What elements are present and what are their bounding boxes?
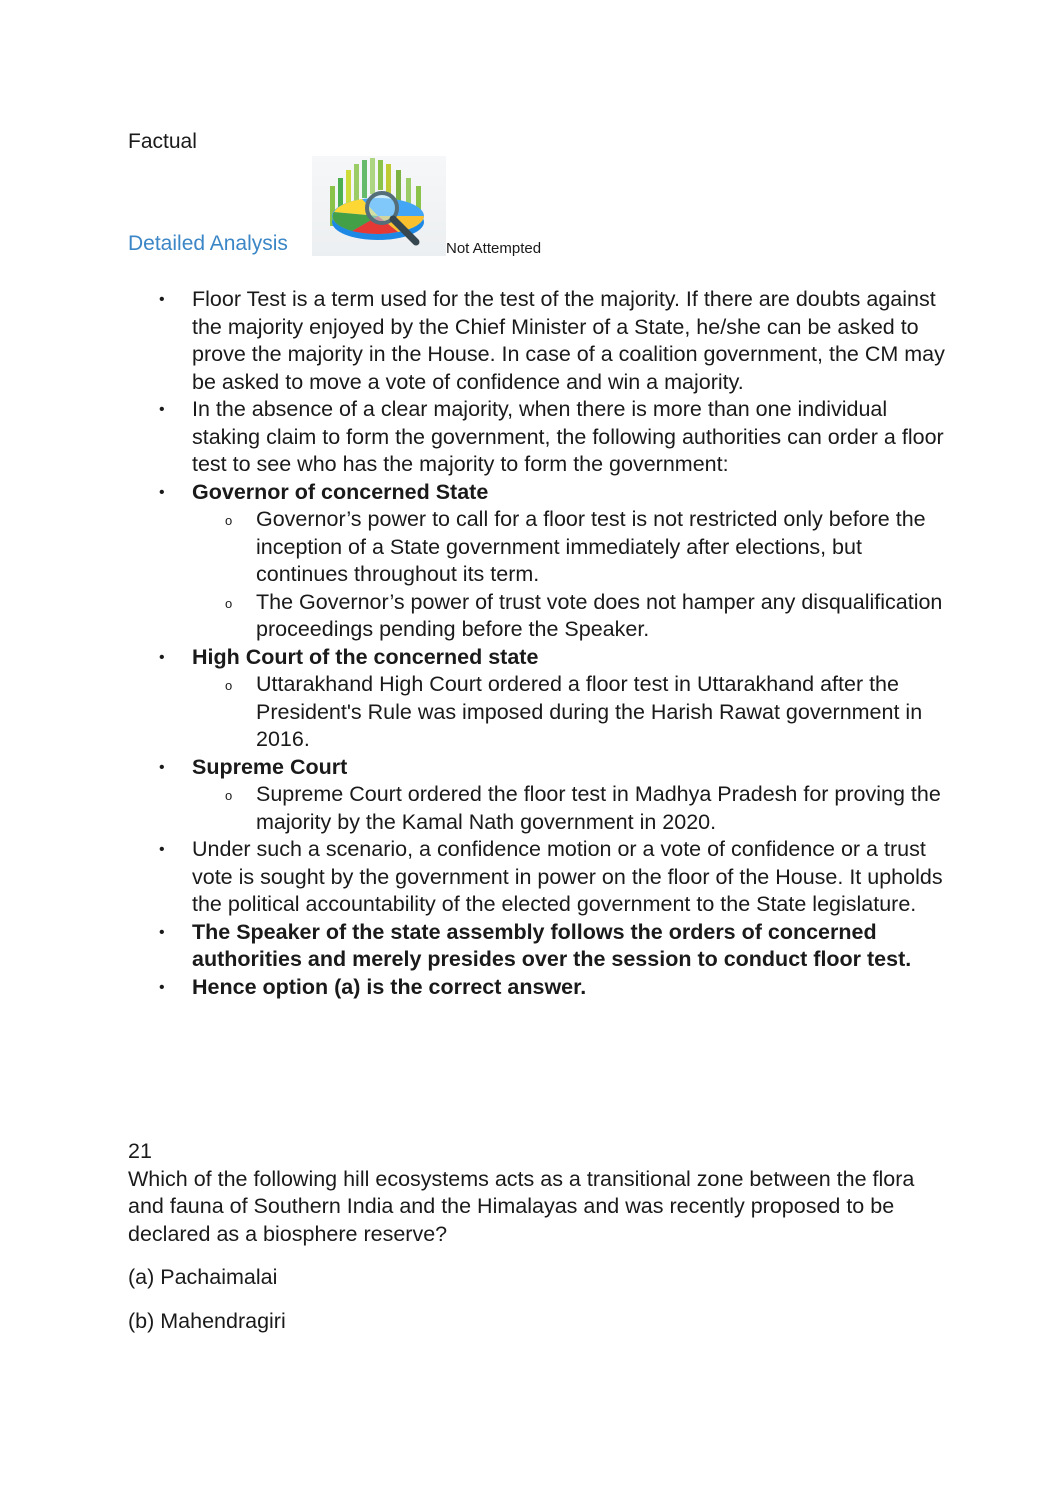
bullet-text: Hence option (a) is the correct answer.: [192, 974, 587, 999]
bullet-item: [128, 919, 948, 974]
sub-bullet-marker: o: [225, 678, 233, 693]
answer-option[interactable]: (a) Pachaimalai: [128, 1265, 278, 1289]
chart-magnifier-icon: [312, 156, 446, 256]
sub-bullet-list: [192, 506, 948, 644]
sub-bullet-item: [192, 781, 948, 836]
question-text: Which of the following hill ecosystems acts as a transitional zone between the flora and fauna of Southern India and the Himalayas and was recently proposed to be declared as a biosphere reserve?: [128, 1166, 915, 1246]
bullet-item: [128, 836, 948, 919]
sub-bullet-marker: o: [225, 513, 233, 528]
bullet-item: [128, 396, 948, 479]
explanation-bullet-list: [128, 286, 948, 1001]
bullet-marker: •: [159, 841, 165, 858]
bullet-text: In the absence of a clear majority, when there is more than one individual staking claim to form the government, the following authorities can order a floor test to see who has the majority to form the government:: [192, 397, 944, 476]
bullet-text: Under such a scenario, a confidence motion or a vote of confidence or a trust vote is sought by the government in power on the floor of the House. It upholds the political accountability of the elected government to the State legislature.: [192, 837, 943, 916]
bullet-text: Governor of concerned State: [192, 479, 489, 504]
sub-bullet-list: [192, 781, 948, 836]
question-number: 21: [128, 1139, 152, 1163]
bullet-item: [128, 754, 948, 837]
sub-bullet-text: Uttarakhand High Court ordered a floor test in Uttarakhand after the President's Rule was imposed during the Harish Rawat government in 2016.: [256, 672, 923, 751]
sub-bullet-text: The Governor’s power of trust vote does not hamper any disqualification proceedings pending before the Speaker.: [256, 589, 943, 641]
sub-bullet-marker: o: [225, 788, 233, 803]
sub-bullet-item: [192, 506, 948, 589]
question-category: Factual: [128, 130, 197, 153]
sub-bullet-text: Supreme Court ordered the floor test in Madhya Pradesh for proving the majority by the Kamal Nath government in 2020.: [256, 782, 941, 834]
attempt-status: Not Attempted: [446, 240, 542, 257]
explanation-body: [128, 286, 948, 1001]
detailed-analysis-heading: Detailed Analysis: [128, 232, 288, 255]
bullet-marker: •: [159, 483, 165, 501]
bullet-item: [128, 479, 948, 644]
analysis-header: [128, 154, 728, 258]
bullet-text: The Speaker of the state assembly follows the orders of concerned authorities and merely presides over the session to conduct floor test.: [192, 919, 912, 971]
bullet-item: [128, 974, 948, 1002]
bullet-marker: •: [159, 758, 165, 776]
sub-bullet-text: Governor’s power to call for a floor test is not restricted only before the inception of a State government immediately after elections, but continues throughout its term.: [256, 507, 926, 586]
bullet-marker: •: [159, 401, 165, 418]
bullet-item: [128, 644, 948, 754]
bullet-marker: •: [159, 648, 165, 666]
bullet-marker: •: [159, 291, 165, 308]
bullet-marker: •: [159, 978, 165, 996]
bullet-marker: •: [159, 923, 165, 941]
sub-bullet-item: [192, 589, 948, 644]
question-block: [128, 1138, 928, 1335]
sub-bullet-marker: o: [225, 595, 233, 611]
answer-options: [128, 1264, 928, 1335]
sub-bullet-list: [192, 671, 948, 754]
sub-bullet-item: [192, 671, 948, 754]
bullet-text: Floor Test is a term used for the test of the majority. If there are doubts against the majority enjoyed by the Chief Minister of a State, he/she can be asked to prove the majority in the House. In case of a coalition government, the CM may be asked to move a vote of confidence and win a majority.: [192, 287, 945, 394]
bullet-item: [128, 286, 948, 396]
bullet-text: High Court of the concerned state: [192, 644, 539, 669]
bullet-text: Supreme Court: [192, 754, 348, 779]
answer-option[interactable]: (b) Mahendragiri: [128, 1308, 286, 1333]
